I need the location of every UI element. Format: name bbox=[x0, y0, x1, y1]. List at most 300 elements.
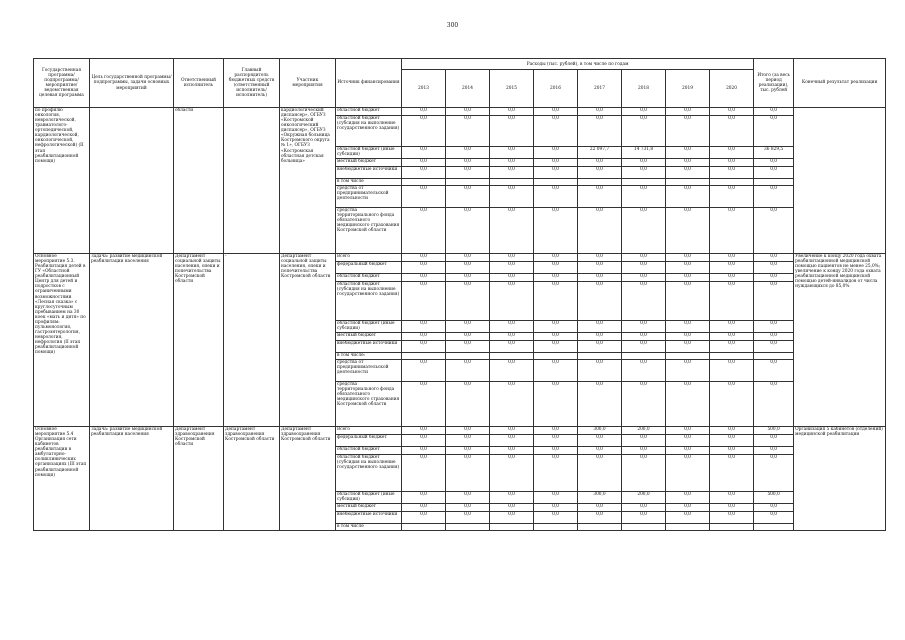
value-cell: 0,0 bbox=[402, 321, 446, 333]
value-cell: 0,0 bbox=[666, 186, 710, 208]
participant-cell: кардиологический диспансер», ОГБУЗ «Костромской онкологический диспансер», ОГБУЗ «Окружная больница Костромского округа № 1», ОГБУЗ «Костромская областная детская больница» bbox=[280, 108, 336, 254]
value-cell: 0,0 bbox=[490, 254, 534, 262]
value-cell: 0,0 bbox=[534, 333, 578, 341]
value-cell: 0,0 bbox=[534, 427, 578, 435]
total-cell: 0,0 bbox=[754, 504, 794, 512]
value-cell bbox=[666, 179, 710, 186]
value-cell: 0,0 bbox=[622, 341, 666, 353]
header-responsible: Ответственный исполнитель bbox=[174, 59, 224, 108]
value-cell: 0,0 bbox=[402, 435, 446, 447]
value-cell: 0,0 bbox=[534, 108, 578, 116]
value-cell: 14 731,8 bbox=[622, 147, 666, 159]
value-cell: 0,0 bbox=[710, 282, 754, 321]
value-cell: 0,0 bbox=[534, 147, 578, 159]
source-cell: средства от предпринимательской деятельности bbox=[336, 360, 402, 382]
value-cell: 0,0 bbox=[578, 455, 622, 492]
value-cell bbox=[446, 179, 490, 186]
value-cell: 0,0 bbox=[446, 167, 490, 179]
value-cell: 0,0 bbox=[710, 333, 754, 341]
value-cell: 0,0 bbox=[402, 282, 446, 321]
value-cell: 0,0 bbox=[710, 186, 754, 208]
manager-cell: - bbox=[224, 254, 280, 427]
source-cell: федеральный бюджет bbox=[336, 262, 402, 274]
goal-cell: Задача: развитие медицинской реабилитации населения bbox=[90, 254, 174, 427]
value-cell bbox=[622, 524, 666, 531]
value-cell: 0,0 bbox=[622, 282, 666, 321]
source-cell: Всего bbox=[336, 427, 402, 435]
value-cell: 0,0 bbox=[490, 333, 534, 341]
total-cell: 0,0 bbox=[754, 167, 794, 179]
total-cell: 500,0 bbox=[754, 492, 794, 504]
value-cell: 0,0 bbox=[402, 254, 446, 262]
value-cell: 0,0 bbox=[710, 341, 754, 353]
value-cell: 0,0 bbox=[622, 360, 666, 382]
value-cell: 0,0 bbox=[578, 512, 622, 524]
value-cell: 0,0 bbox=[534, 186, 578, 208]
value-cell: 0,0 bbox=[446, 382, 490, 427]
header-year: 2017 bbox=[578, 70, 622, 108]
value-cell: 0,0 bbox=[446, 360, 490, 382]
value-cell: 0,0 bbox=[666, 159, 710, 167]
header-year: 2016 bbox=[534, 70, 578, 108]
value-cell: 0,0 bbox=[622, 333, 666, 341]
value-cell: 0,0 bbox=[622, 504, 666, 512]
total-cell: 0,0 bbox=[754, 382, 794, 427]
value-cell: 0,0 bbox=[534, 116, 578, 147]
value-cell: 0,0 bbox=[402, 108, 446, 116]
value-cell: 0,0 bbox=[578, 504, 622, 512]
value-cell: 0,0 bbox=[666, 147, 710, 159]
header-participant: Участник мероприятия bbox=[280, 59, 336, 108]
total-cell bbox=[754, 353, 794, 360]
header-total: Итого (за весь период реализации), тыс. рублей bbox=[754, 59, 794, 108]
value-cell: 0,0 bbox=[666, 282, 710, 321]
value-cell bbox=[446, 524, 490, 531]
value-cell bbox=[534, 179, 578, 186]
value-cell: 0,0 bbox=[622, 254, 666, 262]
value-cell: 0,0 bbox=[622, 116, 666, 147]
value-cell: 0,0 bbox=[710, 262, 754, 274]
value-cell: 0,0 bbox=[666, 504, 710, 512]
value-cell: 0,0 bbox=[578, 159, 622, 167]
table-row bbox=[34, 108, 886, 116]
value-cell: 0,0 bbox=[446, 427, 490, 435]
participant-cell: Департамент социальной защиты населения, опеки и попечительства Костромской области bbox=[280, 254, 336, 427]
value-cell: 0,0 bbox=[490, 274, 534, 282]
table-row bbox=[34, 254, 886, 262]
responsible-cell: Департамент социальной защиты населения, опеки и попечительства Костромской области bbox=[174, 254, 224, 427]
total-cell: 0,0 bbox=[754, 262, 794, 274]
value-cell: 0,0 bbox=[710, 167, 754, 179]
source-cell: областной бюджет (иные субсидии) bbox=[336, 321, 402, 333]
value-cell: 0,0 bbox=[402, 116, 446, 147]
value-cell: 0,0 bbox=[622, 447, 666, 455]
total-cell: 0,0 bbox=[754, 333, 794, 341]
value-cell: 0,0 bbox=[446, 254, 490, 262]
source-cell: местный бюджет bbox=[336, 159, 402, 167]
program-cell: Основное мероприятие 5.4 Организация сети кабинетов реабилитации в амбулаторно-поликлинических организациях (III этап реабилитационной помощи) bbox=[34, 427, 90, 531]
value-cell: 0,0 bbox=[446, 455, 490, 492]
value-cell: 0,0 bbox=[710, 435, 754, 447]
value-cell: 0,0 bbox=[534, 455, 578, 492]
value-cell: 0,0 bbox=[622, 108, 666, 116]
header-year: 2019 bbox=[666, 70, 710, 108]
value-cell: 0,0 bbox=[446, 492, 490, 504]
goal-cell bbox=[90, 108, 174, 254]
value-cell: 300,0 bbox=[578, 427, 622, 435]
value-cell: 0,0 bbox=[622, 159, 666, 167]
value-cell: 0,0 bbox=[534, 274, 578, 282]
value-cell: 0,0 bbox=[446, 321, 490, 333]
value-cell: 0,0 bbox=[490, 455, 534, 492]
value-cell bbox=[446, 353, 490, 360]
value-cell: 300,0 bbox=[578, 492, 622, 504]
value-cell: 0,0 bbox=[710, 360, 754, 382]
value-cell: 0,0 bbox=[578, 208, 622, 254]
value-cell: 0,0 bbox=[490, 321, 534, 333]
value-cell: 0,0 bbox=[666, 254, 710, 262]
value-cell: 0,0 bbox=[490, 147, 534, 159]
value-cell bbox=[534, 524, 578, 531]
header-source: Источник финансирования bbox=[336, 59, 402, 108]
value-cell: 0,0 bbox=[710, 208, 754, 254]
value-cell: 0,0 bbox=[622, 274, 666, 282]
value-cell: 0,0 bbox=[710, 382, 754, 427]
value-cell: 0,0 bbox=[402, 360, 446, 382]
result-cell: Увеличение к концу 2020 года охвата реабилитационной медицинской помощью пациентов не менее 25,0%; увеличение к концу 2020 года охвата реабилитационной медицинской помощью детей-инвалидов от числа нуждающихся до 85,0% bbox=[794, 254, 886, 427]
value-cell: 0,0 bbox=[534, 208, 578, 254]
value-cell: 0,0 bbox=[666, 341, 710, 353]
value-cell: 0,0 bbox=[666, 492, 710, 504]
value-cell: 0,0 bbox=[490, 282, 534, 321]
value-cell: 0,0 bbox=[446, 159, 490, 167]
value-cell: 0,0 bbox=[666, 321, 710, 333]
source-cell: внебюджетные источники bbox=[336, 167, 402, 179]
value-cell: 0,0 bbox=[622, 321, 666, 333]
value-cell: 0,0 bbox=[446, 435, 490, 447]
source-cell: федеральный бюджет bbox=[336, 435, 402, 447]
value-cell: 0,0 bbox=[402, 492, 446, 504]
value-cell: 0,0 bbox=[490, 208, 534, 254]
value-cell: 0,0 bbox=[490, 186, 534, 208]
value-cell: 0,0 bbox=[710, 427, 754, 435]
value-cell: 0,0 bbox=[534, 159, 578, 167]
source-cell: областной бюджет bbox=[336, 108, 402, 116]
source-cell: внебюджетные источники bbox=[336, 341, 402, 353]
value-cell: 0,0 bbox=[534, 282, 578, 321]
value-cell: 0,0 bbox=[402, 341, 446, 353]
total-cell: 500,0 bbox=[754, 427, 794, 435]
value-cell bbox=[710, 353, 754, 360]
value-cell bbox=[402, 179, 446, 186]
value-cell bbox=[666, 524, 710, 531]
value-cell: 0,0 bbox=[710, 455, 754, 492]
value-cell: 0,0 bbox=[534, 254, 578, 262]
value-cell: 0,0 bbox=[402, 167, 446, 179]
goal-cell: Задача: развитие медицинской реабилитации населения bbox=[90, 427, 174, 531]
program-cell: Основное мероприятие 5.3. Реабилитация детей в ГУ «Областной реабилитационный Центр для детей и подростков с ограниченными возможностями «Лесная сказка» с круглосуточным пребыванием на 30 коек «мать и дитя» по профилям: пульмонология, гастроэнтерология, неврология, нефрология (II этап реабилитационной помощи) bbox=[34, 254, 90, 427]
value-cell: 0,0 bbox=[578, 382, 622, 427]
value-cell: 0,0 bbox=[402, 512, 446, 524]
value-cell: 0,0 bbox=[666, 262, 710, 274]
value-cell: 0,0 bbox=[622, 208, 666, 254]
total-cell: 0,0 bbox=[754, 341, 794, 353]
value-cell: 0,0 bbox=[666, 116, 710, 147]
source-cell: областной бюджет bbox=[336, 274, 402, 282]
header-year: 2015 bbox=[490, 70, 534, 108]
value-cell: 0,0 bbox=[578, 321, 622, 333]
budget-table bbox=[33, 58, 886, 531]
source-cell: средства территориального фонда обязательного медицинского страхования Костромской области bbox=[336, 208, 402, 254]
value-cell: 0,0 bbox=[446, 341, 490, 353]
source-cell: Всего bbox=[336, 254, 402, 262]
value-cell: 0,0 bbox=[666, 208, 710, 254]
value-cell: 0,0 bbox=[490, 116, 534, 147]
value-cell: 0,0 bbox=[534, 262, 578, 274]
header-program: Государственная программа/подпрограмма/ мероприятие/ ведомственная целевая программа bbox=[34, 59, 90, 108]
source-cell: областной бюджет (иные субсидии) bbox=[336, 492, 402, 504]
value-cell: 22 097,7 bbox=[578, 147, 622, 159]
result-cell bbox=[794, 108, 886, 254]
value-cell: 0,0 bbox=[402, 274, 446, 282]
value-cell bbox=[622, 179, 666, 186]
value-cell: 0,0 bbox=[402, 262, 446, 274]
value-cell: 0,0 bbox=[622, 186, 666, 208]
value-cell: 0,0 bbox=[402, 455, 446, 492]
value-cell: 0,0 bbox=[534, 321, 578, 333]
value-cell: 0,0 bbox=[578, 116, 622, 147]
source-cell: в том числе bbox=[336, 524, 402, 531]
value-cell: 0,0 bbox=[666, 382, 710, 427]
responsible-cell: Департамент здравоохранения Костромской области bbox=[174, 427, 224, 531]
total-cell: 0,0 bbox=[754, 254, 794, 262]
source-cell: средства от предпринимательской деятельности bbox=[336, 186, 402, 208]
value-cell: 0,0 bbox=[710, 492, 754, 504]
manager-cell: Департамент здравоохранения Костромской области bbox=[224, 427, 280, 531]
value-cell bbox=[622, 353, 666, 360]
value-cell: 0,0 bbox=[446, 504, 490, 512]
value-cell bbox=[666, 353, 710, 360]
value-cell: 0,0 bbox=[534, 512, 578, 524]
total-cell bbox=[754, 524, 794, 531]
value-cell: 0,0 bbox=[402, 159, 446, 167]
value-cell bbox=[490, 353, 534, 360]
total-cell: 0,0 bbox=[754, 108, 794, 116]
source-cell: в том числе: bbox=[336, 353, 402, 360]
value-cell: 0,0 bbox=[666, 274, 710, 282]
value-cell: 0,0 bbox=[578, 167, 622, 179]
header-goal: Цель государственной программы/подпрограммы, задачи основных мероприятий bbox=[90, 59, 174, 108]
value-cell: 0,0 bbox=[710, 254, 754, 262]
value-cell: 0,0 bbox=[534, 504, 578, 512]
value-cell: 0,0 bbox=[534, 167, 578, 179]
value-cell bbox=[710, 524, 754, 531]
value-cell: 0,0 bbox=[446, 262, 490, 274]
value-cell bbox=[402, 353, 446, 360]
value-cell: 0,0 bbox=[666, 360, 710, 382]
manager-cell bbox=[224, 108, 280, 254]
value-cell: 0,0 bbox=[710, 116, 754, 147]
header-year: 2020 bbox=[710, 70, 754, 108]
value-cell: 0,0 bbox=[622, 435, 666, 447]
value-cell: 0,0 bbox=[710, 274, 754, 282]
total-cell: 0,0 bbox=[754, 116, 794, 147]
value-cell: 0,0 bbox=[710, 159, 754, 167]
value-cell: 0,0 bbox=[622, 167, 666, 179]
total-cell: 0,0 bbox=[754, 159, 794, 167]
value-cell: 0,0 bbox=[578, 333, 622, 341]
value-cell: 0,0 bbox=[490, 435, 534, 447]
value-cell: 0,0 bbox=[578, 254, 622, 262]
value-cell: 0,0 bbox=[490, 492, 534, 504]
value-cell: 0,0 bbox=[402, 427, 446, 435]
total-cell bbox=[754, 179, 794, 186]
value-cell: 0,0 bbox=[490, 262, 534, 274]
value-cell: 0,0 bbox=[446, 116, 490, 147]
value-cell: 0,0 bbox=[446, 108, 490, 116]
value-cell: 0,0 bbox=[666, 167, 710, 179]
source-cell: областной бюджет (субсидия на выполнение государственного задания) bbox=[336, 282, 402, 321]
value-cell: 0,0 bbox=[622, 262, 666, 274]
value-cell: 0,0 bbox=[534, 447, 578, 455]
value-cell: 0,0 bbox=[578, 360, 622, 382]
value-cell bbox=[402, 524, 446, 531]
value-cell: 0,0 bbox=[534, 492, 578, 504]
value-cell: 0,0 bbox=[622, 512, 666, 524]
value-cell: 0,0 bbox=[446, 274, 490, 282]
value-cell bbox=[578, 353, 622, 360]
source-cell: местный бюджет bbox=[336, 504, 402, 512]
value-cell: 0,0 bbox=[578, 341, 622, 353]
value-cell: 0,0 bbox=[490, 159, 534, 167]
source-cell: средства территориального фонда обязательного медицинского страхования Костромской области bbox=[336, 382, 402, 427]
value-cell: 0,0 bbox=[446, 208, 490, 254]
value-cell: 0,0 bbox=[446, 282, 490, 321]
value-cell: 0,0 bbox=[534, 382, 578, 427]
value-cell: 0,0 bbox=[710, 447, 754, 455]
value-cell: 0,0 bbox=[578, 186, 622, 208]
value-cell: 0,0 bbox=[446, 512, 490, 524]
value-cell: 0,0 bbox=[534, 341, 578, 353]
value-cell: 0,0 bbox=[534, 435, 578, 447]
total-cell: 0,0 bbox=[754, 208, 794, 254]
value-cell: 0,0 bbox=[666, 512, 710, 524]
value-cell: 0,0 bbox=[490, 360, 534, 382]
value-cell: 0,0 bbox=[666, 427, 710, 435]
header-result: Конечный результат реализации bbox=[794, 59, 886, 108]
header-year: 2014 bbox=[446, 70, 490, 108]
table-row bbox=[34, 427, 886, 435]
value-cell: 0,0 bbox=[446, 447, 490, 455]
value-cell: 0,0 bbox=[446, 147, 490, 159]
header-manager: Главный распорядитель бюджетных средств (ответственный исполнитель/ исполнитель) bbox=[224, 59, 280, 108]
total-cell: 0,0 bbox=[754, 447, 794, 455]
value-cell: 0,0 bbox=[402, 186, 446, 208]
value-cell: 0,0 bbox=[710, 321, 754, 333]
source-cell: областной бюджет (субсидия на выполнение государственного задания) bbox=[336, 455, 402, 492]
responsible-cell: области bbox=[174, 108, 224, 254]
value-cell: 0,0 bbox=[666, 455, 710, 492]
value-cell: 0,0 bbox=[666, 435, 710, 447]
total-cell: 0,0 bbox=[754, 512, 794, 524]
value-cell: 0,0 bbox=[402, 504, 446, 512]
value-cell: 0,0 bbox=[578, 435, 622, 447]
total-cell: 0,0 bbox=[754, 455, 794, 492]
value-cell: 0,0 bbox=[490, 504, 534, 512]
page-number: 300 bbox=[446, 22, 459, 29]
source-cell: областной бюджет bbox=[336, 447, 402, 455]
header-year: 2013 bbox=[402, 70, 446, 108]
value-cell bbox=[534, 353, 578, 360]
value-cell bbox=[490, 179, 534, 186]
value-cell: 0,0 bbox=[666, 108, 710, 116]
source-cell: в том числе bbox=[336, 179, 402, 186]
source-cell: областной бюджет (субсидия на выполнение государственного задания) bbox=[336, 116, 402, 147]
value-cell bbox=[578, 524, 622, 531]
value-cell bbox=[710, 179, 754, 186]
header-year: 2018 bbox=[622, 70, 666, 108]
source-cell: областной бюджет (иные субсидии) bbox=[336, 147, 402, 159]
value-cell: 0,0 bbox=[490, 108, 534, 116]
program-cell: по профилю онкология, неврологической, травматолого-ортопедической, кардиологической, онкологической, нефрологической) (II этап реабилитационной помощи) bbox=[34, 108, 90, 254]
total-cell: 0,0 bbox=[754, 282, 794, 321]
value-cell: 0,0 bbox=[578, 274, 622, 282]
value-cell: 0,0 bbox=[490, 382, 534, 427]
value-cell bbox=[578, 179, 622, 186]
total-cell: 0,0 bbox=[754, 321, 794, 333]
value-cell: 0,0 bbox=[666, 447, 710, 455]
source-cell: местный бюджет bbox=[336, 333, 402, 341]
total-cell: 0,0 bbox=[754, 186, 794, 208]
value-cell: 0,0 bbox=[490, 512, 534, 524]
source-cell: внебюджетные источники bbox=[336, 512, 402, 524]
value-cell: 0,0 bbox=[622, 455, 666, 492]
value-cell: 0,0 bbox=[490, 167, 534, 179]
total-cell: 0,0 bbox=[754, 435, 794, 447]
value-cell: 0,0 bbox=[622, 382, 666, 427]
total-cell: 36 829,5 bbox=[754, 147, 794, 159]
value-cell: 0,0 bbox=[490, 341, 534, 353]
value-cell: 0,0 bbox=[402, 208, 446, 254]
value-cell: 0,0 bbox=[578, 262, 622, 274]
result-cell: Организация 5 кабинетов (отделений) медицинской реабилитации bbox=[794, 427, 886, 531]
value-cell: 0,0 bbox=[446, 333, 490, 341]
value-cell: 0,0 bbox=[710, 108, 754, 116]
value-cell: 0,0 bbox=[402, 147, 446, 159]
value-cell: 0,0 bbox=[446, 186, 490, 208]
value-cell: 0,0 bbox=[578, 447, 622, 455]
value-cell: 0,0 bbox=[710, 512, 754, 524]
total-cell: 0,0 bbox=[754, 360, 794, 382]
value-cell bbox=[490, 524, 534, 531]
header-expenses: Расходы (тыс. рублей), в том числе по годам bbox=[402, 59, 754, 70]
value-cell: 0,0 bbox=[402, 447, 446, 455]
participant-cell: Департамент здравоохранения Костромской области bbox=[280, 427, 336, 531]
value-cell: 0,0 bbox=[710, 147, 754, 159]
value-cell: 0,0 bbox=[490, 427, 534, 435]
value-cell: 0,0 bbox=[578, 108, 622, 116]
value-cell: 200,0 bbox=[622, 427, 666, 435]
value-cell: 200,0 bbox=[622, 492, 666, 504]
value-cell: 0,0 bbox=[402, 333, 446, 341]
value-cell: 0,0 bbox=[578, 282, 622, 321]
total-cell: 0,0 bbox=[754, 274, 794, 282]
value-cell: 0,0 bbox=[534, 360, 578, 382]
value-cell: 0,0 bbox=[490, 447, 534, 455]
value-cell: 0,0 bbox=[666, 333, 710, 341]
value-cell: 0,0 bbox=[710, 504, 754, 512]
value-cell: 0,0 bbox=[402, 382, 446, 427]
